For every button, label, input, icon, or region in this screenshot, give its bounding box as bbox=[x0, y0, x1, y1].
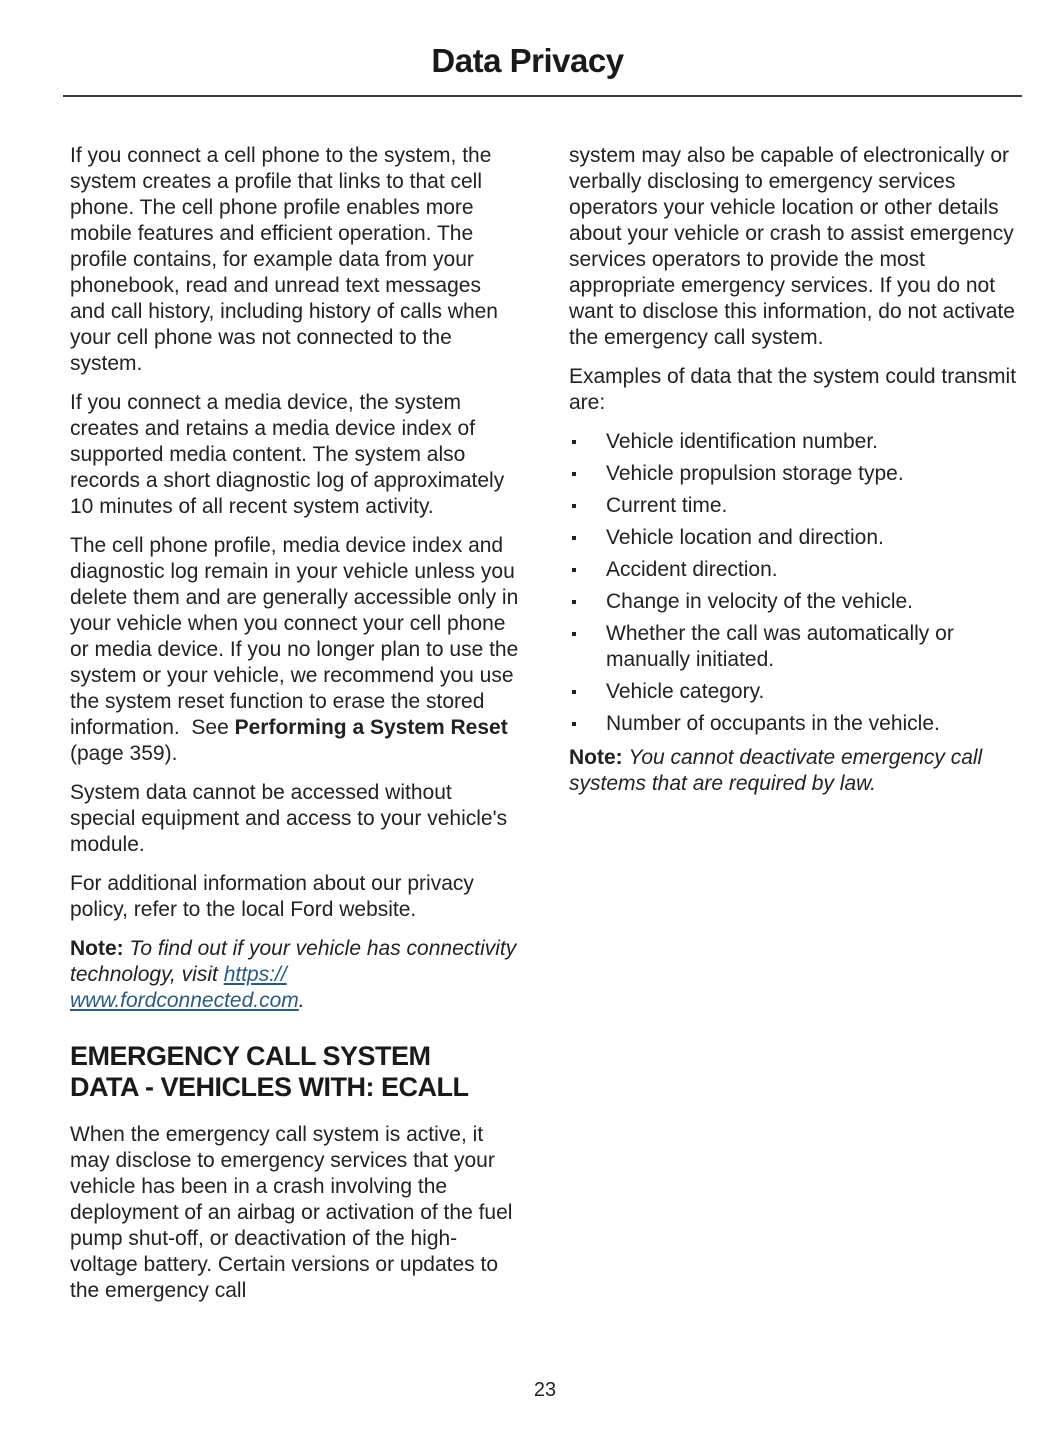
list-item-text: Vehicle location and direction. bbox=[606, 526, 884, 549]
list-item-text: Current time. bbox=[606, 494, 728, 517]
list-item-text: Change in velocity of the vehicle. bbox=[606, 590, 914, 613]
list-item bbox=[569, 525, 1020, 551]
note-text: You cannot deactivate emergency call systems that are required by law. bbox=[569, 746, 983, 795]
bullet-icon bbox=[572, 568, 576, 572]
list-item bbox=[569, 679, 1020, 705]
bullet-icon bbox=[572, 536, 576, 540]
paragraph-text: The cell phone profile, media device index and diagnostic log remain in your vehicle unless you delete them and are generally accessible only in your vehicle when you connect your cell phone or media device. If you no longer plan to use the system or your vehicle, we recommend you use the system reset function to erase the stored information. See bbox=[70, 534, 519, 739]
transmit-data-list bbox=[569, 429, 1020, 737]
paragraph-privacy-policy: For additional information about our privacy policy, refer to the local Ford website. bbox=[70, 872, 474, 921]
bullet-icon bbox=[572, 472, 576, 476]
note-text-tail: . bbox=[298, 989, 305, 1012]
list-item-text: Vehicle propulsion storage type. bbox=[606, 462, 904, 485]
paragraph-text: (page 359). bbox=[70, 742, 178, 765]
paragraph-examples-intro: Examples of data that the system could transmit are: bbox=[569, 365, 1017, 414]
bullet-icon bbox=[572, 722, 576, 726]
paragraph-emergency-call-continued: system may also be capable of electronically or verbally disclosing to emergency services operators your vehicle location or other details about your vehicle or crash to assist emergency services operators to provide the most appropriate emergency services. If you do not want to disclose this information, do not activate the emergency call system. bbox=[569, 144, 1015, 349]
note-label: Note: bbox=[569, 746, 629, 769]
list-item bbox=[569, 557, 1020, 583]
list-item-text: Vehicle category. bbox=[606, 680, 765, 703]
bullet-icon bbox=[572, 632, 576, 636]
bullet-icon bbox=[572, 690, 576, 694]
note-text: To find out if your vehicle has connectivity technology, visit bbox=[70, 937, 517, 986]
list-item-text: Accident direction. bbox=[606, 558, 778, 581]
left-column bbox=[70, 143, 521, 1317]
paragraph-system-data-access: System data cannot be accessed without special equipment and access to your vehicle's module. bbox=[70, 781, 508, 856]
list-item bbox=[569, 711, 1020, 737]
fordconnected-link[interactable]: https://www.fordconnected.com bbox=[70, 963, 299, 1012]
heading-line-2: DATA - VEHICLES WITH: ECALL bbox=[70, 1072, 469, 1102]
content-columns bbox=[0, 97, 1055, 1317]
paragraph-cell-phone-profile: If you connect a cell phone to the system, the system creates a profile that links to that cell phone. The cell phone profile enables more mobile features and efficient operation. The profile contains, for example data from your phonebook, read and unread text messages and call history, including history of calls when your cell phone was not connected to the system. bbox=[70, 144, 498, 375]
page-header bbox=[0, 0, 1055, 97]
list-item bbox=[569, 493, 1020, 519]
list-item-text: Whether the call was automatically or manually initiated. bbox=[606, 622, 954, 671]
note-connectivity bbox=[70, 936, 521, 1014]
paragraph-emergency-call-active: When the emergency call system is active, it may disclose to emergency services that your vehicle has been in a crash involving the deployment of an airbag or activation of the fuel pump shut-off, or deactivation of the high-voltage battery. Certain versions or updates to the emergency call bbox=[70, 1123, 513, 1302]
right-column bbox=[569, 143, 1020, 810]
list-item bbox=[569, 461, 1020, 487]
list-item-text: Vehicle identification number. bbox=[606, 430, 879, 453]
list-item-text: Number of occupants in the vehicle. bbox=[606, 712, 940, 735]
note-label: Note: bbox=[70, 937, 130, 960]
page-title: Data Privacy bbox=[431, 42, 624, 79]
list-item bbox=[569, 589, 1020, 615]
heading-line-1: EMERGENCY CALL SYSTEM bbox=[70, 1041, 431, 1071]
paragraph-media-device: If you connect a media device, the system creates and retains a media device index of supported media content. The system also records a short diagnostic log of approximately 10 minutes of all recent system activity. bbox=[70, 391, 505, 518]
cross-reference: Performing a System Reset bbox=[234, 716, 508, 739]
paragraph-system-reset bbox=[70, 533, 521, 767]
note-deactivate bbox=[569, 745, 1020, 797]
bullet-icon bbox=[572, 440, 576, 444]
section-heading-emergency-call bbox=[70, 1041, 521, 1103]
bullet-icon bbox=[572, 600, 576, 604]
bullet-icon bbox=[572, 504, 576, 508]
list-item bbox=[569, 621, 1020, 673]
page-number: 23 bbox=[533, 1379, 557, 1401]
list-item bbox=[569, 429, 1020, 455]
